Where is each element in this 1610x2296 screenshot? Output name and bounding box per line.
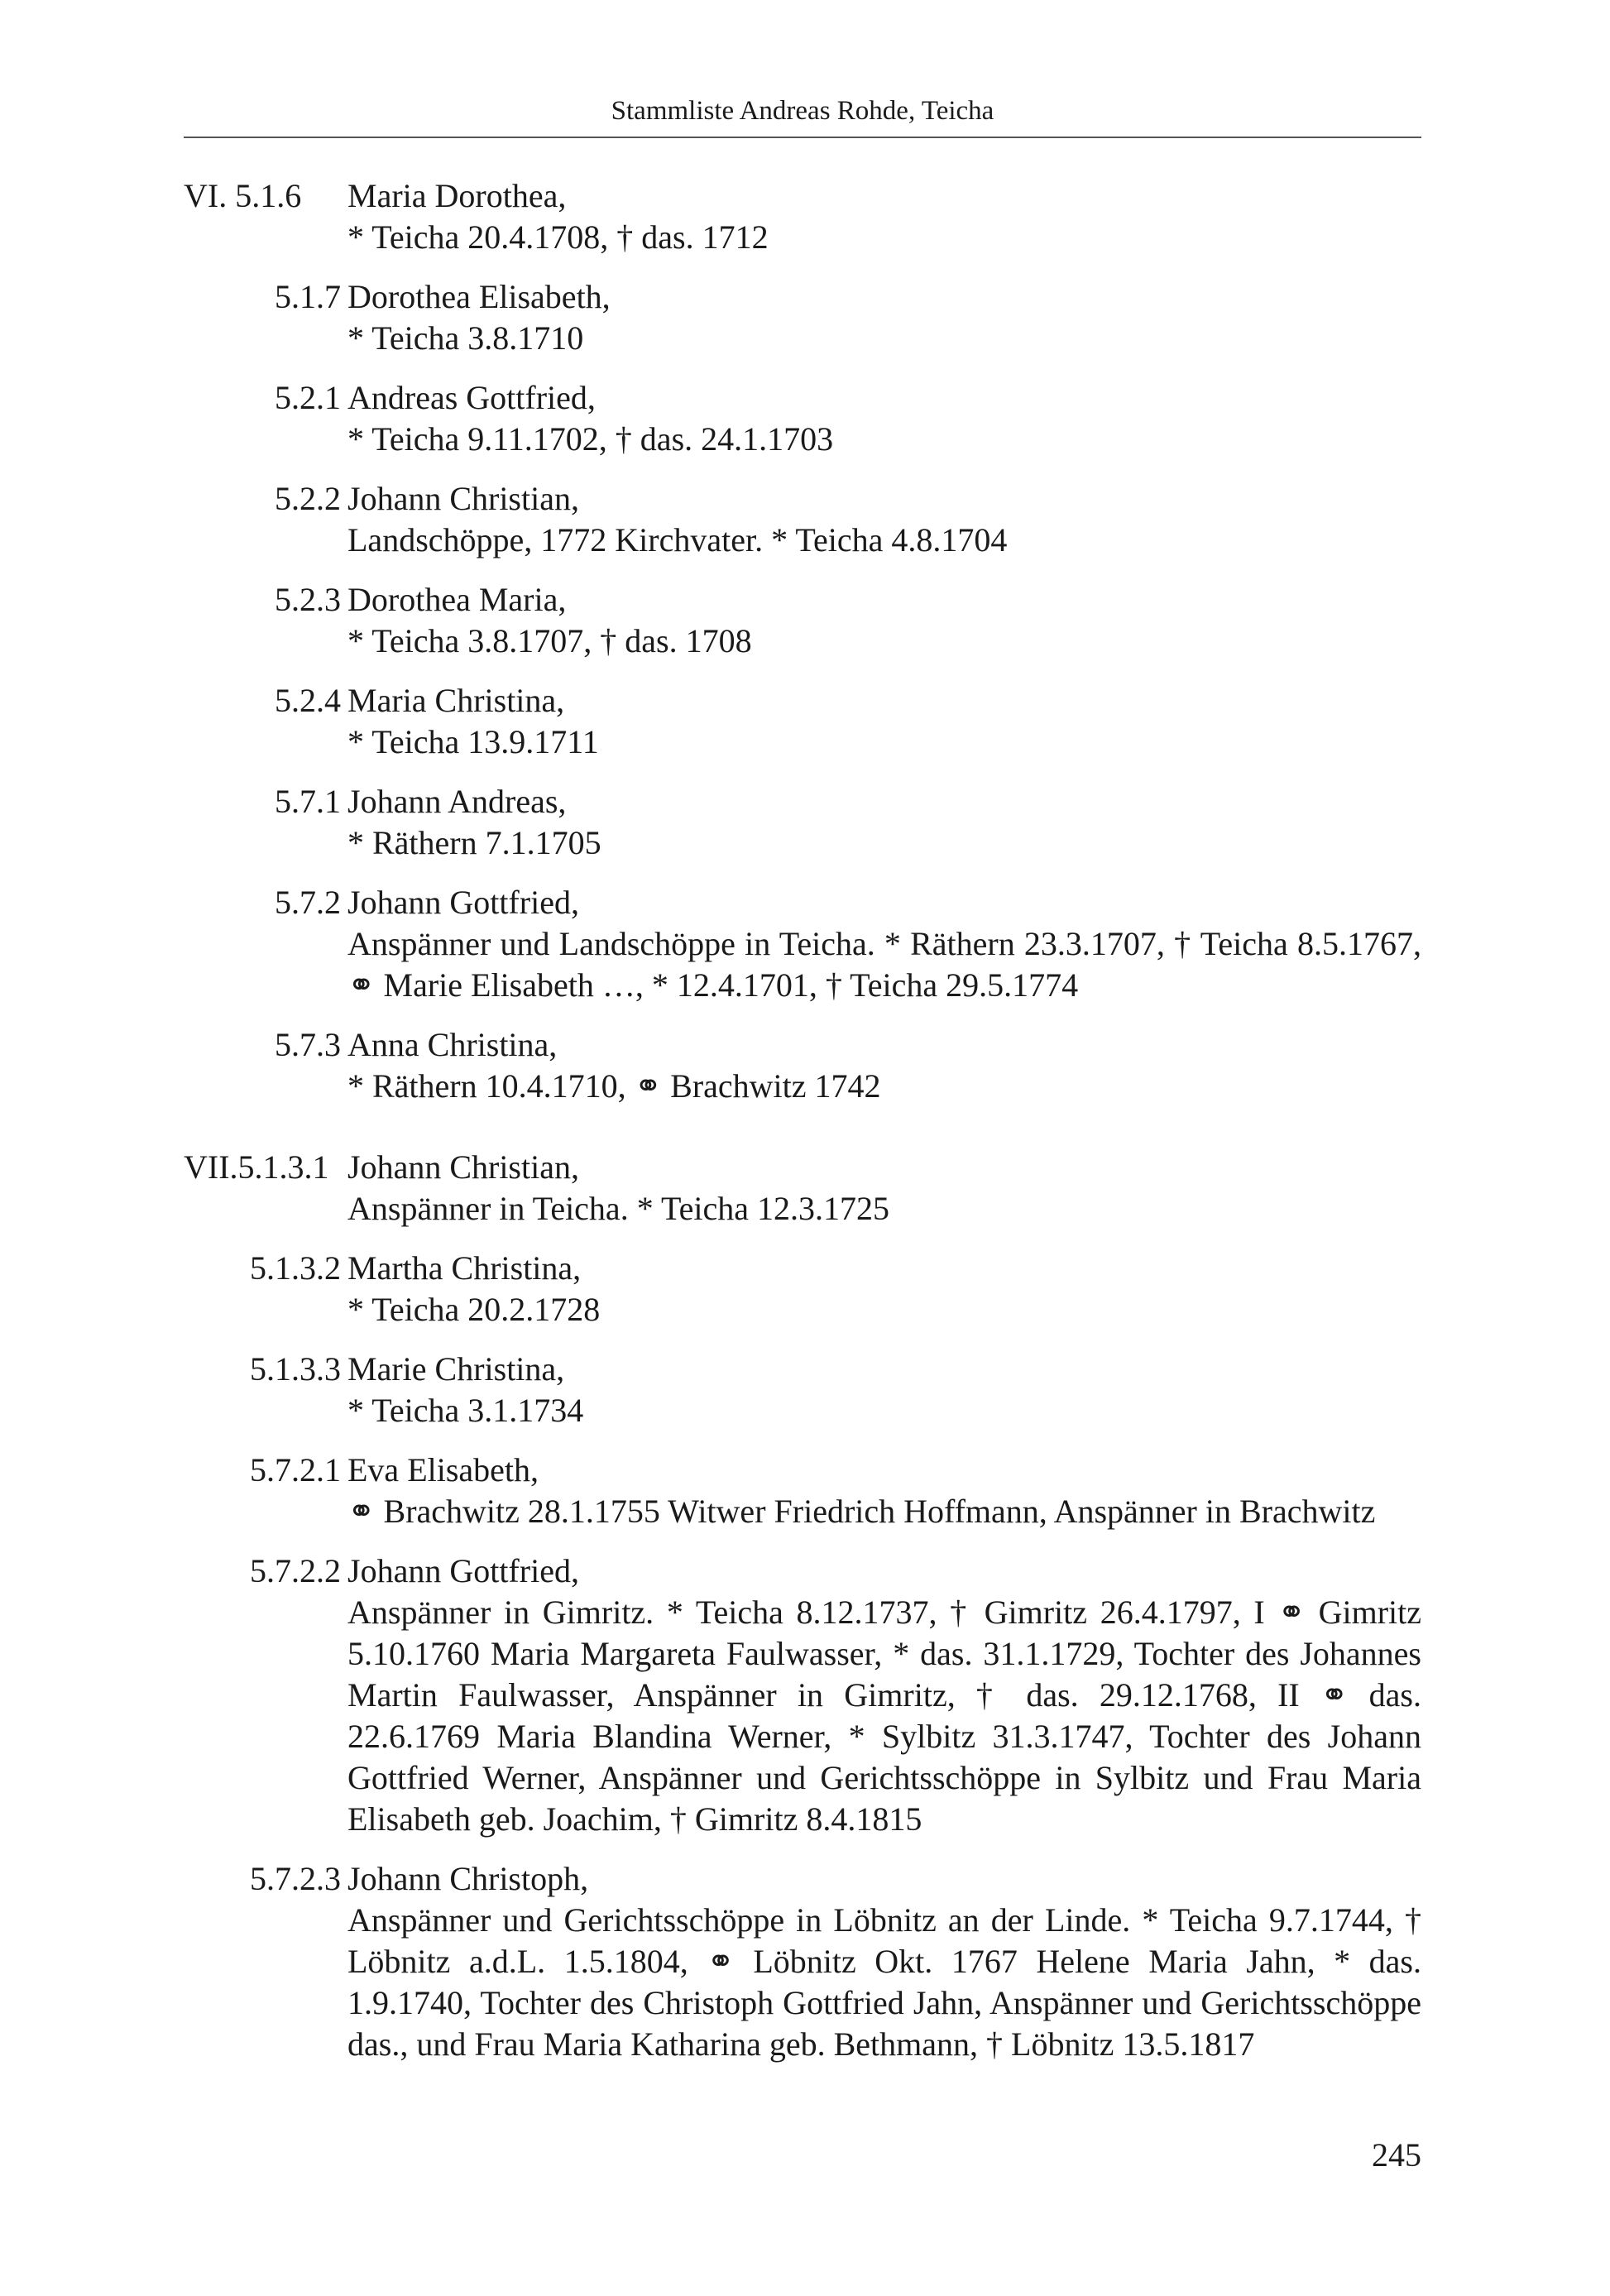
entry-body	[347, 1450, 1421, 1532]
entry-name: Maria Christina,	[347, 682, 565, 719]
entry-name: Johann Christoph,	[347, 1860, 589, 1897]
entry-body	[347, 478, 1421, 561]
entry-details: * Teicha 3.8.1707, † das. 1708	[347, 622, 752, 659]
entry-details: Landschöppe, 1772 Kirchvater. * Teicha 4.8.1704	[347, 521, 1008, 558]
entry-body	[347, 1858, 1421, 2065]
genealogy-entry	[184, 1024, 1421, 1107]
entry-number: 5.2.2	[275, 480, 341, 517]
entry-details: Anspänner in Gimritz. * Teicha 8.12.1737, † Gimritz 26.4.1797, I ⚭ Gimritz 5.10.1760 Maria Margareta Faulwasser, * das. 31.1.1729, Tochter des Johannes Martin Faulwasser, Anspänner in Gimritz, † das. 29.12.1768, II ⚭ das. 22.6.1769 Maria Blandina Werner, * Sylbitz 31.3.1747, Tochter des Johann Gottfried Werner, Anspänner und Gerichtsschöppe in Sylbitz und Frau Maria Elisabeth geb. Joachim, † Gimritz 8.4.1815	[347, 1594, 1421, 1838]
genealogy-entry	[184, 276, 1421, 359]
genealogy-entry	[184, 781, 1421, 864]
entry-body	[347, 781, 1421, 864]
entry-name: Maria Dorothea,	[347, 177, 567, 214]
entry-name: Martha Christina,	[347, 1249, 582, 1287]
genealogy-entry	[184, 882, 1421, 1006]
entry-details: * Teicha 20.4.1708, † das. 1712	[347, 218, 769, 256]
entry-details: Anspänner und Landschöppe in Teicha. * Räthern 23.3.1707, † Teicha 8.5.1767, ⚭ Marie Elisabeth …, * 12.4.1701, † Teicha 29.5.1774	[347, 925, 1421, 1004]
entry-number: 5.7.3	[275, 1026, 341, 1063]
genealogy-entry	[184, 1551, 1421, 1840]
entry-body	[347, 882, 1421, 1006]
entry-name: Dorothea Elisabeth,	[347, 278, 611, 315]
genealogy-entry	[184, 1147, 1421, 1229]
entry-body	[347, 1024, 1421, 1107]
entry-number: 5.7.2.3	[250, 1860, 341, 1897]
entry-name: Johann Gottfried,	[347, 884, 579, 921]
entry-number: 5.1.3.2	[250, 1249, 341, 1287]
entry-name: Johann Gottfried,	[347, 1552, 579, 1589]
entry-body	[347, 276, 1421, 359]
entry-name: Johann Christian,	[347, 480, 579, 517]
page-number: 245	[1372, 2136, 1421, 2174]
genealogy-entry	[184, 377, 1421, 460]
entry-body	[347, 175, 1421, 258]
entry-details: * Teicha 20.2.1728	[347, 1291, 601, 1328]
entry-details: * Teicha 3.1.1734	[347, 1392, 584, 1429]
entry-body	[347, 1551, 1421, 1840]
entry-body	[347, 1248, 1421, 1330]
header-rule	[184, 137, 1421, 138]
entry-name: Johann Christian,	[347, 1148, 579, 1186]
running-head: Stammliste Andreas Rohde, Teicha	[611, 96, 994, 126]
genealogy-entry	[184, 478, 1421, 561]
entry-number: 5.1.3.3	[250, 1350, 341, 1388]
genealogy-entry	[184, 1248, 1421, 1330]
genealogy-entry	[184, 175, 1421, 258]
entry-details: * Räthern 7.1.1705	[347, 824, 601, 861]
entry-name: Eva Elisabeth,	[347, 1451, 539, 1488]
entry-number: 5.2.4	[275, 682, 341, 719]
entry-number: VII.5.1.3.1	[184, 1148, 329, 1186]
entry-details: * Teicha 13.9.1711	[347, 723, 599, 760]
entry-body	[347, 1349, 1421, 1431]
genealogy-list	[184, 175, 1421, 2083]
entry-number: 5.7.2.1	[250, 1451, 341, 1488]
entry-details: * Teicha 3.8.1710	[347, 319, 584, 357]
entry-name: Marie Christina,	[347, 1350, 565, 1388]
entry-number: 5.1.7	[275, 278, 341, 315]
entry-body	[347, 377, 1421, 460]
entry-details: * Räthern 10.4.1710, ⚭ Brachwitz 1742	[347, 1067, 881, 1105]
entry-details: ⚭ Brachwitz 28.1.1755 Witwer Friedrich Hoffmann, Anspänner in Brachwitz	[347, 1493, 1376, 1530]
entry-number: 5.7.2	[275, 884, 341, 921]
entry-name: Anna Christina,	[347, 1026, 558, 1063]
genealogy-entry	[184, 1450, 1421, 1532]
entry-number: 5.7.1	[275, 783, 341, 820]
entry-body	[347, 680, 1421, 763]
entry-name: Dorothea Maria,	[347, 581, 567, 618]
entry-number: VI. 5.1.6	[184, 177, 302, 214]
entry-details: Anspänner in Teicha. * Teicha 12.3.1725	[347, 1190, 889, 1227]
genealogy-entry	[184, 680, 1421, 763]
entry-details: * Teicha 9.11.1702, † das. 24.1.1703	[347, 420, 834, 458]
entry-number: 5.2.1	[275, 379, 341, 416]
entry-number: 5.7.2.2	[250, 1552, 341, 1589]
entry-name: Andreas Gottfried,	[347, 379, 596, 416]
entry-number: 5.2.3	[275, 581, 341, 618]
genealogy-entry	[184, 1858, 1421, 2065]
entry-details: Anspänner und Gerichtsschöppe in Löbnitz an der Linde. * Teicha 9.7.1744, † Löbnitz a.d.L. 1.5.1804, ⚭ Löbnitz Okt. 1767 Helene Maria Jahn, * das. 1.9.1740, Tochter des Christoph Gottfried Jahn, Anspänner und Gerichtsschöppe das., und Frau Maria Katharina geb. Bethmann, † Löbnitz 13.5.1817	[347, 1901, 1421, 2063]
entry-name: Johann Andreas,	[347, 783, 567, 820]
entry-body	[347, 579, 1421, 662]
genealogy-entry	[184, 579, 1421, 662]
entry-body	[347, 1147, 1421, 1229]
genealogy-entry	[184, 1349, 1421, 1431]
